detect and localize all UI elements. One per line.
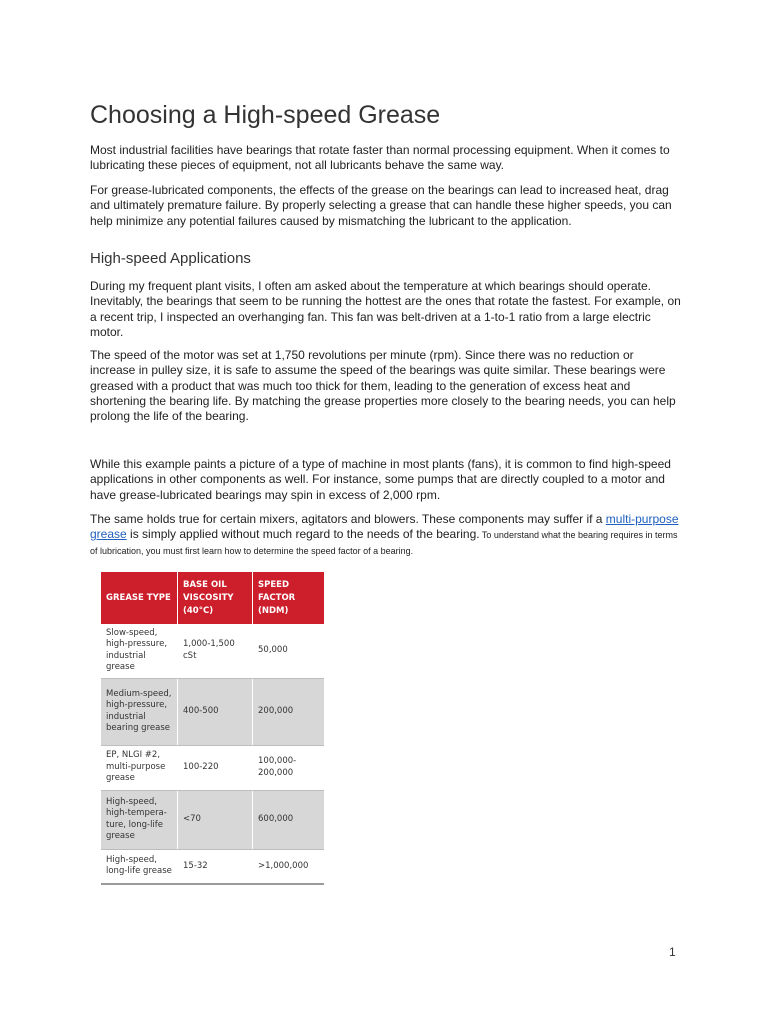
- table-row: [101, 745, 324, 790]
- multi-purpose-grease-link[interactable]: multi-purpose grease: [90, 512, 679, 542]
- header-grease-type: GREASE TYPE: [101, 572, 178, 624]
- grease-speed-table: [101, 572, 324, 885]
- table-row: [101, 624, 324, 678]
- section-paragraph-1: During my frequent plant visits, I often am asked about the temperature at which bearings should operate. Inevitably, the bearings that seem to be running the hottest are the ones that rotate the fastest. For example, on a recent trip, I inspected an overhanging fan. This fan was belt-driven at a 1-to-1 ratio from a large electric motor.: [90, 279, 681, 339]
- cell-viscosity: 15-32: [178, 849, 253, 884]
- cell-speed-factor: 50,000: [253, 624, 325, 678]
- cell-grease-type: EP, NLGI #2, multi-purpose grease: [101, 745, 178, 790]
- cell-speed-factor: 100,000-200,000: [253, 745, 325, 790]
- cell-grease-type: High-speed, long-life grease: [101, 849, 178, 884]
- cell-speed-factor: 600,000: [253, 790, 325, 849]
- paragraph-4-text-after: is simply applied without much regard to the needs of the bearing.: [126, 527, 480, 542]
- cell-viscosity: 400-500: [178, 678, 253, 745]
- table-row: [101, 678, 324, 745]
- cell-viscosity: 100-220: [178, 745, 253, 790]
- cell-grease-type: Slow-speed, high-pressure, industrial grease: [101, 624, 178, 678]
- page-title: Choosing a High-speed Grease: [90, 101, 441, 129]
- page-number: 1: [669, 945, 676, 959]
- table-header-row: [101, 572, 324, 624]
- cell-viscosity: 1,000-1,500 cSt: [178, 624, 253, 678]
- paragraph-4-small-text: To understand what the bearing requires in terms of lubrication, you must first learn how to determine the speed factor of a bearing.: [90, 530, 678, 556]
- section-heading: High-speed Applications: [90, 250, 251, 267]
- table-row: [101, 849, 324, 884]
- intro-paragraph-2: For grease-lubricated components, the effects of the grease on the bearings can lead to increased heat, drag and ultimately premature failure. By properly selecting a grease that can handle these higher speeds, you can help minimize any potential failures caused by mismatching the lubricant to the application.: [90, 183, 672, 228]
- cell-viscosity: <70: [178, 790, 253, 849]
- cell-speed-factor: 200,000: [253, 678, 325, 745]
- table-row: [101, 790, 324, 849]
- section-paragraph-4: [90, 512, 682, 558]
- cell-grease-type: High-speed, high-tempera-ture, long-life grease: [101, 790, 178, 849]
- cell-speed-factor: >1,000,000: [253, 849, 325, 884]
- header-base-oil-viscosity: BASE OIL VISCOSITY (40°C): [178, 572, 253, 624]
- paragraph-4-text: The same holds true for certain mixers, agitators and blowers. These components may suffer if a: [90, 512, 606, 526]
- cell-grease-type: Medium-speed, high-pressure, industrial bearing grease: [101, 678, 178, 745]
- section-paragraph-3: While this example paints a picture of a type of machine in most plants (fans), it is common to find high-speed applications in other components as well. For instance, some pumps that are directly coupled to a motor and have grease-lubricated bearings may spin in excess of 2,000 rpm.: [90, 457, 671, 502]
- header-speed-factor: SPEED FACTOR (NDM): [253, 572, 325, 624]
- section-paragraph-2: The speed of the motor was set at 1,750 revolutions per minute (rpm). Since there was no reduction or increase in pulley size, it is safe to assume the speed of the bearings was quite similar. These bearings were greased with a product that was much too thick for them, leading to the generation of excess heat and shortening the bearing life. By matching the grease properties more closely to the bearing needs, you can help prolong the life of the bearing.: [90, 348, 676, 424]
- intro-paragraph-1: Most industrial facilities have bearings that rotate faster than normal processing equipment. When it comes to lubricating these pieces of equipment, not all lubricants behave the same way.: [90, 143, 670, 173]
